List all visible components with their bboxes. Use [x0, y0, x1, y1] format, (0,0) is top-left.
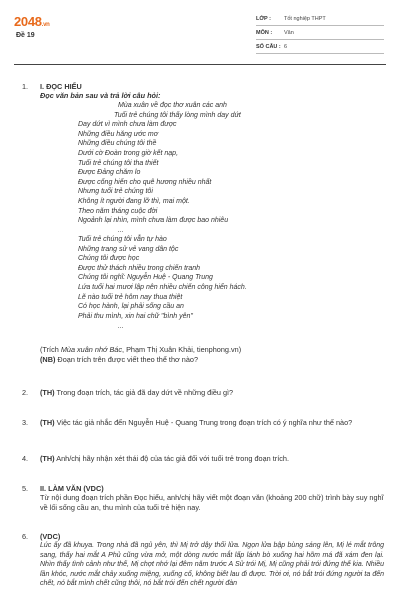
section-reading-title: I. ĐỌC HIỂU — [40, 82, 82, 91]
poem-ellipsis: ... — [118, 323, 124, 330]
question-1-number: 1. — [22, 82, 29, 91]
question-3-text — [40, 418, 384, 428]
poem-line: Được Đảng chăm lo — [78, 169, 141, 177]
poem-part-2 — [78, 235, 400, 321]
meta-subject-value: Văn — [284, 30, 294, 36]
poem-line: Được thử thách nhiều trong chiến tranh — [78, 264, 201, 272]
question-3-number: 3. — [22, 418, 29, 427]
question-3-body: Việc tác giả nhắc đến Nguyễn Huệ - Quang Trung trong đoạn trích có ý nghĩa như thế nào? — [54, 418, 353, 427]
question-2-text — [40, 388, 384, 398]
poem-line: Mùa xuân về đọc thơ xuân các anh — [118, 102, 227, 109]
poem-line: Được cống hiến cho quê hương nhiều nhất — [78, 178, 212, 186]
poem-line: Ngoảnh lại nhìn, mình chưa làm được bao nhiêu — [78, 217, 229, 225]
meta-divider — [256, 53, 384, 54]
poem-line: Lứa tuổi hai mươi lập nên nhiều chiến công hiển hách. — [78, 283, 247, 291]
poem-line: Theo năm tháng cuộc đời — [78, 207, 158, 215]
source-suffix: , Phạm Thị Xuân Khải, tienphong.vn) — [122, 345, 242, 354]
meta-subject-key: MÔN : — [256, 30, 273, 36]
question-2-number: 2. — [22, 388, 29, 397]
meta-divider — [256, 25, 384, 26]
question-2-level: (TH) — [40, 388, 55, 397]
poem-line: Chúng tôi được học — [78, 255, 140, 263]
page-header — [0, 0, 400, 62]
poem-ellipsis: ... — [118, 227, 124, 234]
question-3-level: (TH) — [40, 418, 55, 427]
meta-class-key: LỚP : — [256, 16, 271, 22]
meta-divider — [256, 39, 384, 40]
question-6-number: 6. — [22, 532, 29, 541]
poem-part-1 — [78, 101, 400, 226]
question-6-passage: Lúc ấy đã khuya. Trong nhà đã ngủ yên, thì Mị trở dậy thổi lửa. Ngọn lửa bập bùng sáng lên, Mị lé mắt trông sang, thấy hai mắt A Phủ cũng vừa mở, một dòng nước mắt lấp lánh bò xuống hai hõm má đã xám đen lại. Nhìn thấy tình cảnh như thế, Mị chợt nhớ lại đêm năm trước A Sử trói Mị, Mị cũng phải trói đứng thế kia. Nhiều lần khóc, nước mắt chảy xuống miệng, xuống cổ, không biết lau đi được. Trời ơi, nó bắt trói đứng người ta đến chết, nó bắt mình chết cũng thôi, nó bắt trói đến chết người đàn — [40, 542, 384, 588]
reading-instruction: Đọc văn bản sau và trả lời câu hỏi: — [40, 91, 161, 100]
poem-line: Những điều chúng tôi thề — [78, 140, 157, 148]
question-4-text — [40, 454, 384, 464]
question-4-level: (TH) — [40, 454, 55, 463]
meta-count-key: SỐ CÂU : — [256, 44, 281, 50]
poem-line: Có học hành, lại phải sống cầu an — [78, 303, 184, 311]
source-prefix: (Trích — [40, 345, 61, 354]
question-2-body: Trong đoạn trích, tác giả đã day dứt về những điều gì? — [54, 388, 234, 397]
question-5-number: 5. — [22, 484, 29, 493]
poem-line: Những trang sử vẻ vang dân tộc — [78, 245, 179, 253]
header-divider — [14, 64, 386, 65]
poem-line: Dưới cờ Đoàn trong giờ kết nạp, — [78, 149, 179, 157]
question-1-level: (NB) — [40, 355, 56, 364]
exam-title: Đề 19 — [16, 32, 35, 39]
question-1-text — [40, 355, 384, 365]
source-title: Mùa xuân nhớ Bác — [60, 345, 123, 354]
poem-line: Tuổi trẻ chúng tôi thấy lòng mình day dứt — [114, 111, 241, 119]
question-6-level: (VDC) — [40, 532, 61, 541]
poem-line: Lẽ nào tuổi trẻ hôm nay thua thiệt — [78, 293, 183, 301]
section-writing-title: II. LÀM VĂN (VDC) — [40, 484, 104, 493]
logo-text: 2048 — [14, 14, 42, 29]
poem-line: Phải thu mình, xin hai chữ "bình yên" — [78, 312, 193, 320]
poem-line: Nhưng tuổi trẻ chúng tôi — [78, 188, 153, 196]
poem-line: Tuổi trẻ chúng tôi vẫn tự hào — [78, 236, 167, 243]
poem-line: Day dứt vì mình chưa làm được — [78, 121, 177, 129]
poem-line: Chúng tôi nghĩ: Nguyễn Huệ - Quang Trung — [78, 274, 213, 282]
meta-class-value: Tốt nghiệp THPT — [284, 16, 326, 22]
question-4-body: Anh/chị hãy nhận xét thái độ của tác giả đối với tuổi trẻ trong đoạn trích. — [54, 454, 289, 463]
meta-count-value: 6 — [284, 44, 288, 50]
poem-source — [40, 345, 384, 355]
question-5-text: Từ nội dung đoạn trích phần Đọc hiểu, anh/chị hãy viết một đoạn văn (khoảng 200 chữ) trình bày suy nghĩ về lối sống cầu an, thu mình của tuổi trẻ hiện nay. — [40, 493, 384, 512]
site-logo[interactable] — [14, 14, 50, 29]
question-4-number: 4. — [22, 454, 29, 463]
poem-line: Tuổi trẻ chúng tôi tha thiết — [78, 159, 159, 167]
logo-suffix: .vn — [41, 22, 50, 28]
question-1-body: Đoạn trích trên được viết theo thể thơ nào? — [55, 355, 199, 364]
poem-line: Những điều hăng ước mơ — [78, 130, 158, 138]
poem-line: Không ít người đang lỡ thì, mai một. — [78, 197, 190, 205]
